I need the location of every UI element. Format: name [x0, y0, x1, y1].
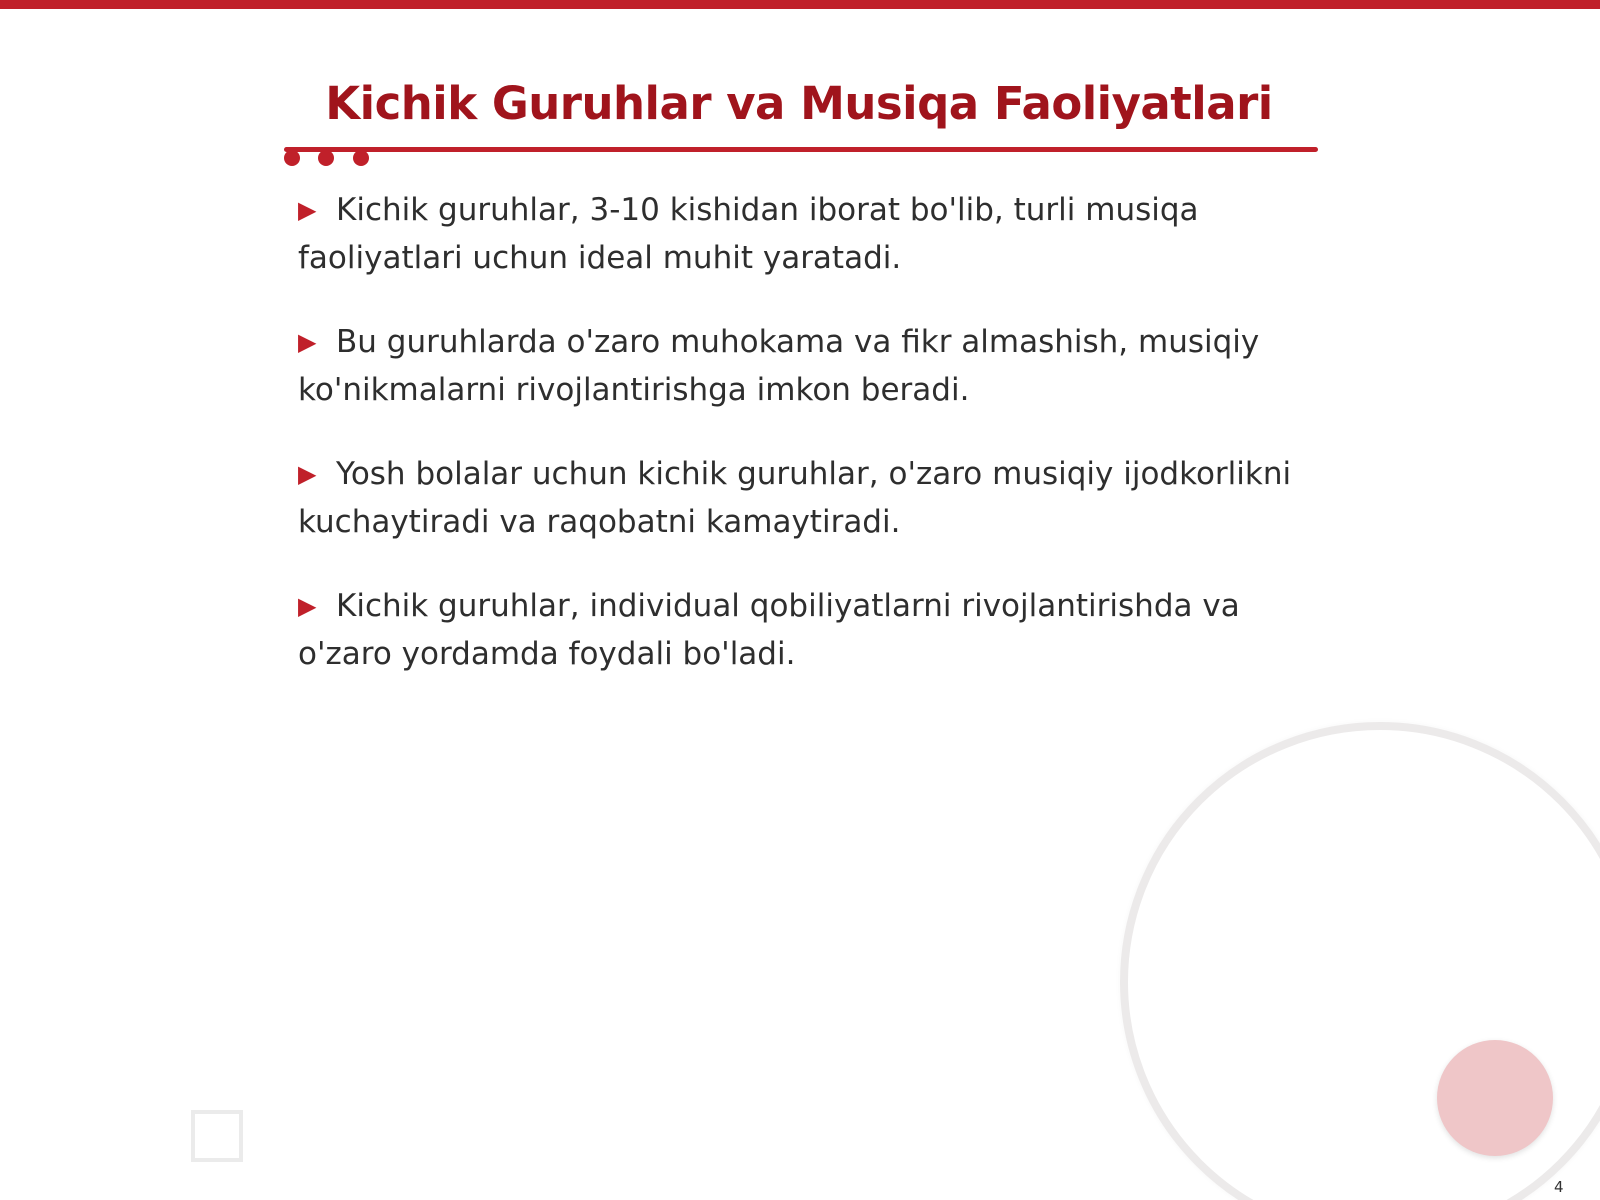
underline-dot-1 — [284, 150, 300, 166]
title-underline — [284, 147, 1318, 152]
page-number: 4 — [1554, 1178, 1564, 1196]
bullet-text: Bu guruhlarda o'zaro muhokama va fikr almashish, musiqiy ko'nikmalarni rivojlantirishga imkon beradi. — [298, 324, 1260, 408]
underline-dot-3 — [353, 150, 369, 166]
decorative-pink-circle — [1437, 1040, 1553, 1156]
bullet-list — [298, 186, 1318, 714]
decorative-square — [191, 1110, 243, 1162]
bullet-text: Kichik guruhlar, individual qobiliyatlarni rivojlantirishda va o'zaro yordamda foydali bo'ladi. — [298, 588, 1240, 672]
bullet-item-1 — [298, 186, 1318, 282]
top-accent-bar — [0, 0, 1600, 9]
bullet-item-3 — [298, 450, 1318, 546]
underline-dot-2 — [318, 150, 334, 166]
bullet-item-4 — [298, 582, 1318, 678]
bullet-arrow-icon: ▶ — [298, 592, 317, 620]
bullet-text: Kichik guruhlar, 3-10 kishidan iborat bo'lib, turli musiqa faoliyatlari uchun ideal muhit yaratadi. — [298, 192, 1199, 276]
bullet-item-2 — [298, 318, 1318, 414]
bullet-arrow-icon: ▶ — [298, 460, 317, 488]
bullet-arrow-icon: ▶ — [298, 328, 317, 356]
bullet-text: Yosh bolalar uchun kichik guruhlar, o'zaro musiqiy ijodkorlikni kuchaytiradi va raqobatni kamaytiradi. — [298, 456, 1292, 540]
bullet-arrow-icon: ▶ — [298, 196, 317, 224]
slide-title: Kichik Guruhlar va Musiqa Faoliyatlari — [325, 77, 1273, 130]
